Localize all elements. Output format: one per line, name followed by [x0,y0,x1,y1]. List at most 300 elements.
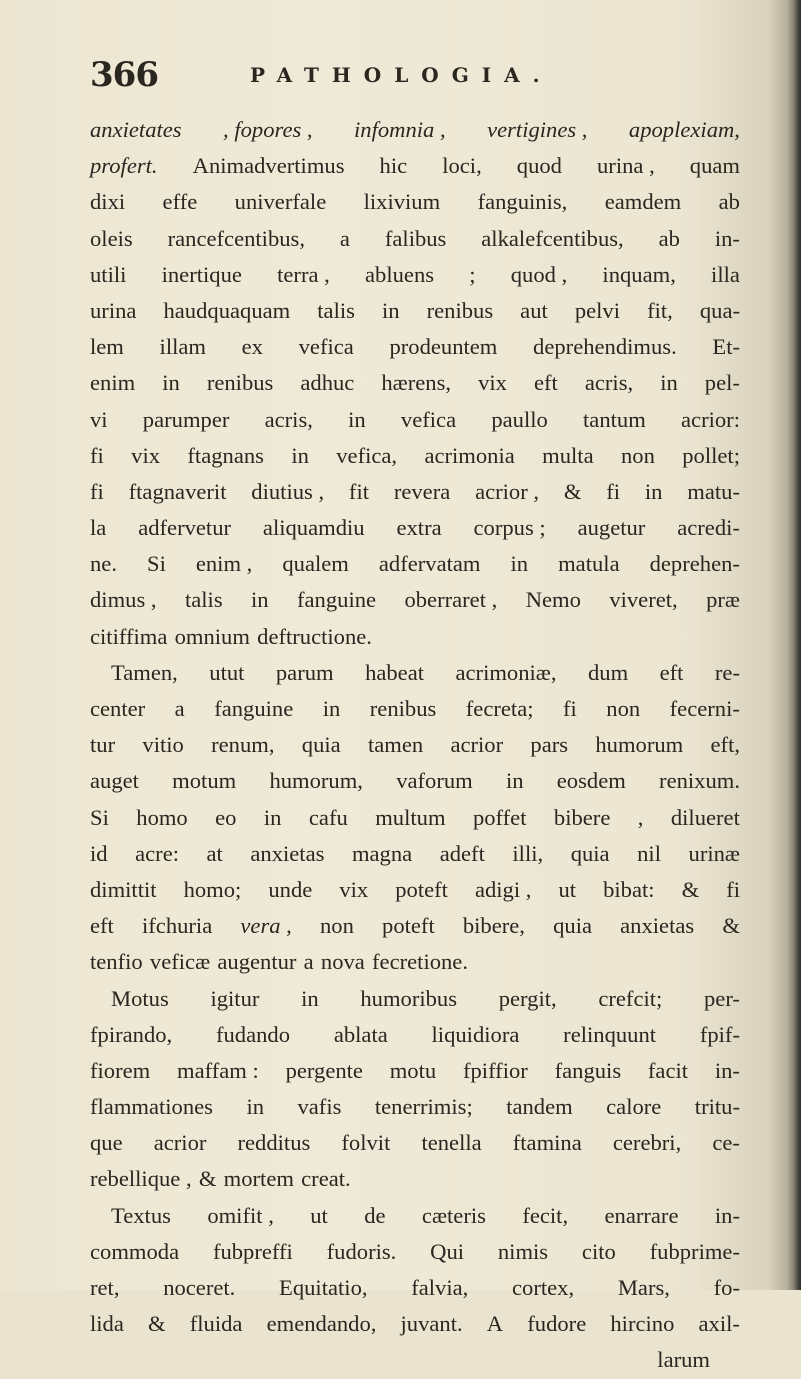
word: fanguine [297,587,377,613]
word: bibat: [603,876,655,902]
word: in [162,370,180,396]
word: ut [310,1202,328,1228]
word: at [206,840,223,866]
word: facit [647,1057,689,1083]
word: vera , [240,913,292,939]
word: tandem [506,1094,573,1120]
word: axil- [698,1311,740,1337]
catchword [90,1342,740,1378]
text-line [90,1089,740,1125]
word: fudore [527,1311,587,1337]
word: aut [520,297,548,323]
word: Qui [430,1238,465,1264]
text-line [90,438,740,474]
word: tenerrimis; [374,1094,473,1120]
word: Nemo [525,587,581,613]
word: matu- [687,478,740,504]
word: in [644,478,663,504]
word: tamen [367,732,424,758]
word: eft [533,370,558,396]
word: liquidiora [431,1021,520,1047]
word: vefica [298,334,354,360]
word: qua- [699,297,740,323]
word: inertique [161,261,242,287]
word: per- [704,985,740,1011]
word: a [339,225,350,251]
text-line [90,365,740,401]
word: renum, [211,732,275,758]
word: id [90,840,108,866]
word: non [606,696,641,721]
word: fecit, [522,1202,569,1228]
word: talis [317,297,355,323]
text-line [90,1234,740,1270]
word: acris, [584,370,634,396]
word: parum [275,659,334,685]
word: fanguinis, [477,189,568,215]
word: acrior [450,732,504,758]
word: & [148,1311,166,1337]
text-line [90,1017,740,1053]
word: eft [90,913,114,939]
word: deprehendimus. [533,334,677,360]
word: vix [339,876,369,902]
word: utut [209,659,245,685]
word: vitio [142,732,184,758]
text-line [90,1125,740,1161]
word: motu [389,1057,437,1083]
word: acrimonia [424,442,515,468]
word: fecreta; [465,696,534,721]
word: in [510,551,529,577]
word: acrimoniæ, [455,659,557,685]
word: lida [90,1311,124,1337]
word: center [90,696,146,721]
word: eft [659,659,684,685]
word: vertigines , [487,117,588,142]
word: eamdem [604,189,682,215]
text-line [90,872,740,908]
word: humorum [595,732,684,758]
word: citiffima [90,623,168,649]
text-line [90,184,740,220]
text-line [90,1161,740,1197]
word: acrior , [475,478,540,504]
word: cortex, [512,1275,575,1300]
word: fubprime- [649,1238,740,1264]
word: extra [396,515,442,541]
word: adfervatam [378,551,481,577]
word: urina , [597,153,655,179]
word: augentur [217,949,297,975]
body-text [90,112,740,1379]
word: falibus [384,225,447,251]
word: Animadvertimus [192,153,345,179]
word: ftagnans [187,442,264,468]
word: dimus , [90,587,157,613]
word: multum [375,804,446,830]
word: Equitatio, [279,1275,368,1300]
word: matula [558,551,620,577]
word: urinæ [688,840,740,866]
word: fi [90,478,104,504]
word: fi [606,478,621,504]
word: a [303,949,314,975]
word: Si [147,551,166,577]
word: habeat [365,659,425,685]
word: vaforum [396,768,473,794]
word: dum [587,659,629,685]
word: bibere [553,804,611,830]
word: fit, [647,297,673,323]
word: aliquamdiu [262,515,365,541]
word: apoplexiam, [628,117,740,142]
word: magna [351,840,413,866]
word: falvia, [411,1275,469,1300]
word: rancefcentibus, [167,225,305,251]
word: fpiffior [462,1057,528,1083]
word: quia [570,840,610,866]
word: ifchuria [141,913,213,939]
running-title: PATHOLOGIA. [250,63,553,87]
word: ne. [90,551,117,577]
word: renibus [369,696,437,721]
word: pergente [285,1057,363,1083]
word: nova [320,949,365,975]
word: fpirando, [90,1021,173,1047]
word: vix [131,442,161,468]
text-line [90,908,740,944]
word: prodeuntem [389,334,498,360]
word: deftructione. [257,623,372,649]
word: quia [553,913,593,939]
word: vafis [297,1094,342,1120]
word: urina [90,297,137,323]
word: illa [711,261,740,287]
text-line [90,1270,740,1306]
word: noceret. [163,1275,236,1300]
word: igitur [210,985,260,1011]
text-line [90,763,740,799]
word: rebellique , [90,1166,192,1192]
word: Motus [111,985,169,1011]
word: tantum [583,406,646,432]
word: in [291,442,309,468]
word: cafu [308,804,348,830]
word: fo- [713,1275,740,1300]
word: emendando, [266,1311,377,1337]
word: & [198,1166,217,1192]
text-line [90,293,740,329]
word: poteft [382,913,435,939]
word: humorum, [269,768,363,794]
word: adigi , [474,876,532,902]
word: augetur [577,515,646,541]
word: ut [558,876,577,902]
word: oleis [90,225,133,251]
word: dilueret [670,804,740,830]
word: viveret, [609,587,678,613]
word: illi, [512,840,544,866]
word: la [90,515,107,541]
word: creat. [301,1166,351,1192]
word: bibere, [462,913,525,939]
word: Si [90,804,109,830]
word: non [319,913,354,939]
text-line [90,1053,740,1089]
word: in [251,587,269,613]
text-line [90,981,740,1017]
page-number: 366 [90,55,158,95]
word: in- [714,1202,740,1228]
word: re- [714,659,740,685]
word: terra , [277,261,330,287]
word: nimis [497,1238,549,1264]
word: in [381,297,400,323]
word: ret, [90,1275,120,1300]
word: fecretione. [372,949,468,975]
word: homo [136,804,188,830]
word: cerebri, [612,1130,682,1156]
word: paullo [491,406,548,432]
text-line [90,836,740,872]
text-line [90,257,740,293]
word: acrior: [681,406,740,432]
word: ab [718,189,740,215]
word: & [681,876,700,902]
word: poteft [395,876,448,902]
word: quam [689,153,740,179]
word: vix [478,370,507,396]
text-line [90,402,740,438]
word: ; [469,261,476,287]
word: nil [637,840,661,866]
word: hircino [610,1311,675,1337]
word: A [486,1311,504,1337]
word: fi [726,876,740,902]
word: dimittit [90,876,157,902]
word: ftagnaverit [128,478,227,504]
word: in [505,768,524,794]
word: loci, [442,153,482,179]
word: illam [159,334,206,360]
word: vi [90,406,108,432]
word: poffet [472,804,527,830]
word: & [563,478,582,504]
word: tenfio [90,949,143,975]
text-line [90,329,740,365]
word: eo [215,804,237,830]
word: fecerni- [669,696,740,721]
word: fit [348,478,370,504]
word: Textus [111,1202,171,1228]
word: cæteris [421,1202,486,1228]
text-line [90,582,740,618]
catchword-text: larum [657,1347,710,1373]
word: multa [542,442,594,468]
word: pelvi [574,297,621,323]
word: pergit, [498,985,557,1011]
word: eft, [710,732,740,758]
word: fiorem [90,1057,151,1083]
word: Et- [712,334,740,360]
word: hærens, [381,370,452,396]
word: quia [301,732,341,758]
text-line [90,221,740,257]
word: fi [90,442,104,468]
word: in [322,696,341,721]
word: a [174,696,185,721]
word: haudquaquam [163,297,291,323]
word: oberraret , [404,587,498,613]
word: deprehen- [649,551,740,577]
word: calore [606,1094,662,1120]
word: quod [516,153,562,179]
text-line [90,655,740,691]
word: renixum. [659,768,740,794]
word: ablata [333,1021,388,1047]
word: inquam, [602,261,676,287]
word: tritu- [694,1094,740,1120]
word: que [90,1130,123,1156]
text-line [90,727,740,763]
word: lem [90,334,124,360]
word: abluens [365,261,435,287]
word: fudoris. [326,1238,397,1264]
word: enarrare [604,1202,679,1228]
word: talis [184,587,223,613]
word: & [722,913,740,939]
word: parumper [142,406,230,432]
word: veficæ [149,949,211,975]
word: fluida [189,1311,243,1337]
word: redditus [237,1130,311,1156]
word: ex [241,334,263,360]
word: pollet; [682,442,740,468]
word: quod , [510,261,568,287]
word: fanguis [554,1057,622,1083]
word: non [620,442,655,468]
word: folvit [341,1130,391,1156]
word: qualem [282,551,349,577]
word: fudando [215,1021,291,1047]
text-line [90,1198,740,1234]
word: Tamen, [111,659,178,685]
word: anxietas [620,913,695,939]
word: relinquunt [563,1021,657,1047]
word: humoribus [360,985,458,1011]
word: flammationes [90,1094,213,1120]
word: acre: [135,840,179,866]
word: hic [379,153,408,179]
word: renibus [426,297,494,323]
word: fi [562,696,577,721]
word: infomnia , [354,117,446,142]
word: anxietates [90,117,182,142]
word: acrior [153,1130,207,1156]
word: in [348,406,366,432]
word: pars [530,732,569,758]
word: anxietas [250,840,325,866]
page-header [90,55,730,105]
word: homo; [183,876,242,902]
text-line [90,474,740,510]
word: in [263,804,282,830]
word: vefica, [336,442,398,468]
word: in- [714,1057,740,1083]
word: enim , [195,551,253,577]
word: auget [90,768,139,794]
word: univerfale [234,189,327,215]
word: acredi- [677,515,740,541]
word: revera [393,478,451,504]
word: diutius , [251,478,325,504]
word: omnium [174,623,250,649]
word: in- [714,225,740,251]
text-line [90,1306,740,1342]
text-line [90,546,740,582]
word: ab [658,225,680,251]
word: , fopores , [223,117,313,142]
word: maffam : [177,1057,259,1083]
word: cito [581,1238,616,1264]
word: omifit , [207,1202,274,1228]
word: lixivium [363,189,441,215]
word: utili [90,261,127,287]
word: unde [268,876,313,902]
word: pel- [704,370,740,396]
word: fanguine [214,696,294,721]
word: in [660,370,678,396]
word: renibus [206,370,274,396]
word: vefica [400,406,457,432]
word: de [364,1202,386,1228]
word: præ [706,587,740,613]
text-line [90,148,740,184]
word: dixi [90,189,126,215]
page-edge-shadow [787,0,801,1290]
text-line [90,112,740,148]
word: , [637,804,644,830]
word: tenella [421,1130,482,1156]
word: eosdem [556,768,626,794]
word: in [246,1094,265,1120]
word: enim [90,370,136,396]
word: motum [172,768,237,794]
word: adeft [439,840,485,866]
word: alkalefcentibus, [481,225,624,251]
word: corpus ; [473,515,546,541]
text-line [90,510,740,546]
word: adhuc [300,370,355,396]
word: acris, [264,406,313,432]
word: fubpreffi [212,1238,293,1264]
word: crefcit; [598,985,663,1011]
text-line [90,619,740,655]
word: mortem [223,1166,294,1192]
word: profert. [90,153,158,179]
word: adfervetur [138,515,232,541]
word: in [301,985,319,1011]
text-line [90,800,740,836]
word: commoda [90,1238,180,1264]
word: tur [90,732,116,758]
word: fpif- [699,1021,740,1047]
word: ce- [712,1130,740,1156]
text-line [90,691,740,727]
word: juvant. [400,1311,463,1337]
word: effe [162,189,198,215]
